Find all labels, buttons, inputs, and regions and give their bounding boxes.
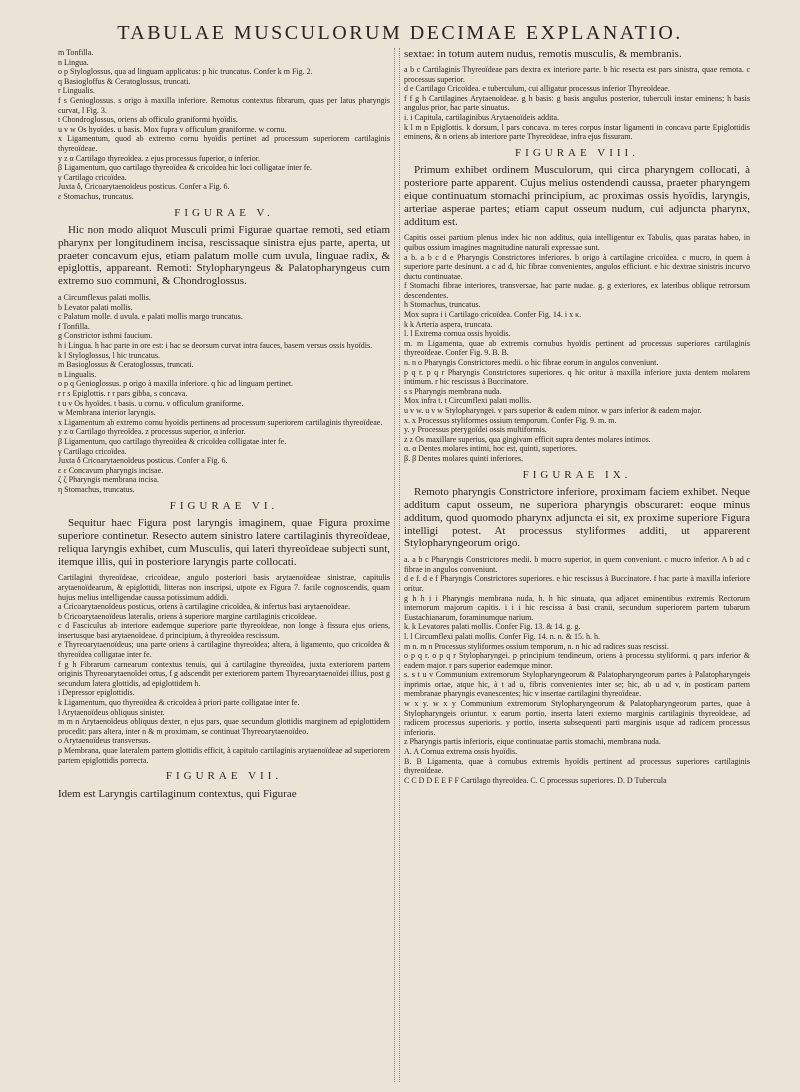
legend-entry: y z α Cartilago thyreoïdea. z ejus processus fuperior, α inferior.: [58, 153, 260, 163]
legend-entry: n Lingua.: [58, 57, 89, 67]
figure-description: Sequitur haec Figura post laryngis imaginem, quae Figura proxime superiore continetur. Resecto autem sinistro latere cartilaginis thyreoïdeae, reliqua laryngis exhibet, cum Musculis, qui lateri thyreoïdeae subjecti sunt, itemque illis, qui in posteriore laryngis parte collocati.: [58, 517, 390, 568]
legend-entry: f f g h Cartilagines Arytaenoïdeae. g h basis: g basis angulus posterior, tuberculi instar eminens; h basis angulus prior, hac parte sinuatus.: [404, 93, 750, 113]
legend-entry: s s Pharyngis membrana nuda.: [404, 386, 502, 396]
legend-entry: c d Fasciculus ab interiore eademque superiore parte thyreoïdeae, non longe à fissura ejus oriens, insertusque basi arytaenoïdeae. d principium, à thyreoïdea rescissum.: [58, 621, 390, 640]
legend-entry: γ Cartilago cricoïdea.: [58, 172, 127, 182]
figure-heading: FIGURAE VIII.: [515, 146, 639, 159]
legend-entry: o p q Genioglossus. p origo à maxilla inferiore. q hic ad linguam pertinet.: [58, 379, 294, 389]
legend-entry: l Arytaenoïdeus obliquus sinister.: [58, 707, 165, 717]
legend-entry: b Cricoarytaenoïdeus lateralis, oriens à superiore margine cartilaginis cricoïdeae.: [58, 611, 317, 621]
legend-entry: l. l Extrema cornua ossis hyoïdis.: [404, 329, 511, 339]
legend-entry: A. A Cornua extrema ossis hyoïdis.: [404, 747, 518, 757]
legend-entry: ζ ζ Pharyngis membrana incisa.: [58, 475, 160, 485]
legend-entry: B. B Ligamenta, quae à cornubus extremis hyoïdis pertinent ad processus superiores cartilaginis thyreoïdeae.: [404, 756, 750, 776]
legend-entry: b Levator palati mollis.: [58, 302, 133, 312]
column-divider: [394, 48, 400, 1082]
legend-entry: z Pharyngis partis inferioris, eique continuatae partis stomachi, membrana nuda.: [404, 737, 661, 747]
legend-entry: w x y. w x y Communium extremorum Stylopharyngeorum & Palatopharyngeorum partes, quae à Stylopharyngeis oriuntur. x earum portio, inserta lateri externo marginis cartilaginis thyreoïdeae, ad radicem processus superioris. y portio, inserta subsequenti parti marginis usque ad radicem processus inferioris.: [404, 699, 750, 737]
legend-entry: a b c Cartilaginis Thyreoïdeae pars dextra ex interiore parte. b hic resecta est pars sinistra, quae remota. c processus superior.: [404, 65, 750, 84]
legend-entry: o p Styloglossus, qua ad linguam applicatus: p hic truncatus. Confer k m Fig. 2.: [58, 67, 313, 77]
legend-entry: q Basiogloffus & Ceratoglossus, truncati.: [58, 76, 191, 86]
left-column: [58, 48, 390, 1088]
legend-entry: i Depressor epiglottidis.: [58, 688, 135, 698]
legend-entry: Juxta δ Cricoarytaenoïdeus posticus. Confer a Fig. 6.: [58, 456, 228, 466]
page-title: TABULAE MUSCULORUM DECIMAE EXPLANATIO.: [117, 22, 683, 44]
legend-entry: r Lingualis.: [58, 86, 95, 96]
legend-entry: o Arytaenoïdeus transversus.: [58, 736, 151, 746]
legend-entry: u v w. u v w Stylopharyngei. v pars superior & eadem minor. w pars inferior & eadem major.: [404, 406, 702, 416]
legend-entry: β Ligamentum, quo cartilago thyreoïdea & cricoïdea hic loci colligatae inter fe.: [58, 163, 312, 173]
legend-entry: α. α Dentes molares intimi, hoc est, quinti, superiores.: [404, 444, 578, 454]
legend-entry: β Ligamentum, quo cartilago thyreoïdea & cricoïdea colligatae inter fe.: [58, 436, 287, 446]
legend-entry: k l m n Epiglottis. k dorsum, l pars concava. m teres corpus instar ligamenti in concava parte Epiglottidis eminens, & n oriens ab interiore parte Thyreoïdeae, infra ejus fissuram.: [404, 122, 750, 142]
legend-entry: a Circumflexus palati mollis.: [58, 293, 151, 303]
legend-entry: n Lingualis.: [58, 369, 97, 379]
legend-entry: γ Cartilago cricoïdea.: [58, 446, 127, 456]
legend-entry: g h h i i Pharyngis membrana nuda, h. h hic sinuata, qua adjacet eminentibus extremis Rectorum internorum majorum capitis. i i i hic rescissa à basi cranii, secundum superiorem partem tubarum Eustachianarum, foraminumque narium.: [404, 593, 750, 622]
legend-entry: f s Genioglossus. s origo à maxilla inferiore. Remotus contextus fibrarum, quas per latus pharyngis curvat, l Fig. 3.: [58, 95, 390, 115]
legend-entry: Cartilagini thyreoïdeae, cricoïdeae, angulo posteriori basis arytaenoïdeae sinistrae, capitulis arytaenoïdearum, & epiglottidi, litteras non inscripsi, utpote ex Figura 7. facile cognoscendis, quam hujus melius intelligendae caussa potissimum addidi.: [58, 573, 390, 602]
legend-entry: t u v Os hyoïdes. t basis. u cornu. v officulum graniforme.: [58, 398, 244, 408]
legend-entry: x Ligamentum ab extremo cornu hyoïdis pertinens ad processum superiorem cartilaginis thyreoïdeae.: [58, 417, 383, 427]
legend-entry: η Stomachus, truncatus.: [58, 484, 135, 494]
legend-entry: a Cricoarytaenoïdeus posticus, oriens à cartilagine cricoïdea, & infertus basi arytaenoïdeae.: [58, 602, 351, 612]
legend-entry: w Membrana interior laryngis.: [58, 408, 156, 418]
legend-entry: k k Arteria aspera, truncata.: [404, 319, 493, 329]
legend-entry: n. n o Pharyngis Constrictores medii. o hic fibrae eorum in angulos conveniunt.: [404, 358, 659, 368]
legend-entry: m. m Ligamenta, quae ab extremis cornubus hyoïdis pertinent ad processus superiores cartilaginis thyreoïdeae. Confer Fig. 9. B. B.: [404, 338, 750, 358]
legend-entry: a b. a b c d e Pharyngis Constrictores inferiores. b origo à cartilagine cricoïdea. c mucro, in quem à superiore parte desinunt. a c ad d, hic fibrae convenientes, angulos efficiunt. e hic dextrae sinistris incurvo ductu continuatae.: [404, 252, 750, 281]
legend-entry: x Ligamentum, quod ab extremo cornu hyoïdis pertinet ad processum superiorem cartilaginis thyreoïdeae.: [58, 134, 390, 153]
legend-entry: m Tonfilla.: [58, 48, 94, 57]
legend-entry: β. β Dentes molares quinti inferiores.: [404, 453, 523, 463]
legend-entry: m m n Arytaenoïdeus obliquus dexter, n ejus pars, quae secundum glottidis marginem ad epiglottidem procedit: pars altera, inter n & m proximam, se continuat Thyreoarytaenoïdeo.: [58, 717, 390, 736]
legend-entry: i. i Capitula, cartilaginibus Arytaenoïdeis addita.: [404, 112, 560, 122]
legend-entry: Capitis ossei partium plenus index hic non additus, quia intelligentur ex Tabulis, quas paratas habeo, in quibus ossium imagines magnitudine naturali expressae sunt.: [404, 233, 750, 252]
legend-entry: y z α Cartilago thyreoïdea. z processus superior, α inferior.: [58, 427, 246, 437]
legend-entry: d e Cartilago Cricoïdea. e tuberculum, cui alligatur processus inferior Thyreoïdeae.: [404, 84, 670, 94]
legend-entry: m n. m n Processus styliformes ossium temporum, n. n hic ad radices suas rescissi.: [404, 641, 669, 651]
legend-entry: u v w Os hyoïdes. u basis. Mox fupra v officulum graniforme. w cornu.: [58, 124, 287, 134]
right-column: [404, 48, 750, 1088]
legend-entry: c Palatum molle. d uvula. e palati mollis margo truncatus.: [58, 312, 243, 322]
legend-entry: k Ligamentum, quo thyreoïdea & cricoïdea à priori parte colligatae inter fe.: [58, 698, 300, 708]
legend-entry: l. l Circumflexi palati mollis. Confer Fig. 14. n. n. & 15. h. h.: [404, 631, 600, 641]
legend-entry: t Chondroglossus, oriens ab officulo graniformi hyoïdis.: [58, 115, 238, 125]
legend-entry: h i Lingua. h hac parte in ore est: i hac se deorsum curvat intra fauces, basem versus ossis hyoïdis.: [58, 341, 373, 351]
legend-entry: z z Os maxillare superius, qua gingivam efficit supra dentes molares intimos.: [404, 434, 651, 444]
legend-entry: p q r. p q r Pharyngis Constrictores superiores. q hic oritur à maxilla inferiore juxta dentem molarem intimum. r hic rescissus à Buccinatore.: [404, 367, 750, 387]
continuation-text: sextae: in totum autem nudus, remotis musculis, & membranis.: [404, 48, 682, 60]
figure-heading: FIGURAE V.: [174, 206, 274, 219]
legend-entry: x. x Processus styliformes ossium temporum. Confer Fig. 9. m. m.: [404, 415, 617, 425]
figure-heading: FIGURAE VI.: [169, 499, 279, 512]
legend-entry: y. y Processus pterygoïdei ossis multiformis.: [404, 425, 547, 435]
figure-heading: FIGURAE VII.: [165, 770, 283, 783]
legend-entry: f Tonfilla.: [58, 321, 90, 331]
legend-entry: g Constrictor isthmi faucium.: [58, 331, 153, 341]
legend-entry: ε Stomachus, truncatus.: [58, 191, 134, 201]
legend-entry: m Basioglossus & Ceratoglossus, truncati.: [58, 360, 194, 370]
legend-entry: f Stomachi fibrae interiores, transversae, hac parte nudae. g. g exteriores, ex lateribus oblique retrorsum descendentes.: [404, 281, 750, 300]
legend-entry: h Stomachus, truncatus.: [404, 300, 481, 310]
figure-description: Remoto pharyngis Constrictore inferiore, proximam faciem exhibet. Neque additum caput osseum, ne superiora pharyngis obscuraret: eoque minus additum, quod quomodo pharynx adjuncta ei sit, ex proxime superiore Figura intelligi potest. At processus styliformes additi, ut apparerent Stylopharyngeorum origo.: [404, 486, 750, 550]
legend-entry: C C D D E E F F Cartilago thyreoïdea. C. C processus superiores. D. D Tubercula: [404, 775, 667, 785]
legend-entry: e Thyreoarytaenoïdeus; una parte oriens à cartilagine thyreoïdea; altera, à ligamento, quo cricoïdea & thyreoïdea colligatae inter fe.: [58, 640, 390, 660]
legend-entry: Juxta δ, Cricoarytaenoïdeus posticus. Confer a Fig. 6.: [58, 182, 230, 192]
legend-entry: Mox supra i i Cartilago cricoïdea. Confer Fig. 14. i x κ.: [404, 310, 582, 320]
figure-description: Hic non modo aliquot Musculi primi Figurae quartae remoti, sed etiam pharynx per longitudinem incisa, rescissaque sinistra ejus parte, aperta, ut praeter concavum ejus, etiam palatum molle cum uvula, linguae radix, & epiglottis, appareant. Remoti: Stylopharyngeus & Palatopharyngeus cum extremo suo communi, & Chondroglossus.: [58, 224, 390, 288]
legend-entry: a. a b c Pharyngis Constrictores medii. b mucro superior, in quem conveniunt. c mucro inferior. A b ad c fibrae in angulos conveniunt.: [404, 555, 750, 574]
legend-entry: o p q r. o p q r Stylopharyngei. p principium tendineum, oriens à processu styliformi. q pars inferior & eadem major. r pars superior eademque minor.: [404, 651, 750, 670]
legend-entry: d e f. d e f Pharyngis Constrictores superiores. e hic rescissus à Buccinatore. f hac parte à maxilla inferiore oritur.: [404, 574, 750, 593]
continuation-text: Idem est Laryngis cartilaginum contextus, qui Figurae: [58, 787, 297, 800]
legend-entry: ε ε Concavum pharyngis incisae.: [58, 465, 164, 475]
legend-entry: p Membrana, quae lateralem partem glottidis efficit, à capitulo cartilaginis arytaenoïdeae ad superiorem partem epiglottidis porrecta.: [58, 746, 390, 765]
figure-heading: FIGURAE IX.: [522, 468, 632, 481]
legend-entry: r r s Epiglottis. r r pars gibba, s concava.: [58, 389, 188, 399]
figure-description: Primum exhibet ordinem Musculorum, qui circa pharyngem collocati, à posteriore parte apparent. Cujus melius ostendendi caussa, praeter pharyngem eique continuatum stomachi principium, ac proximas ossis hyoïdis, laryngis, arteriae asperae partes; etiam caput osseum nudum, cui adjuncta pharynx, additum est.: [404, 164, 750, 228]
legend-entry: Mox infra t. t Circumflexi palati mollis.: [404, 396, 532, 406]
legend-entry: s. s t u v Communium extremorum Stylopharyngeorum & Palatopharyngeorum partes à Palatopharyngeis inprimis ortae, atque hic, à t ad u, fibris convenientes inter se; hic, ab u ad v, in posticam partem membranae pharyngis evanescentes; hic v insertae cartilagini thyreoïdeae.: [404, 670, 750, 699]
legend-entry: k. k Levatores palati mollis. Confer Fig. 13. & 14. g. g.: [404, 622, 581, 632]
legend-entry: k l Styloglossus, l hic truncatus.: [58, 350, 160, 360]
legend-entry: f g h Fibrarum carnearum contextus tenuis, qui à cartilagine thyreoïdea, juxta exteriorem partem originis Thyreoarytaenoïdei ortus, f g adscendit per exteriorem partem Thyreoarytaenoïdei illius, post g secundum latera glottidis, ad epiglottidem h.: [58, 659, 390, 688]
